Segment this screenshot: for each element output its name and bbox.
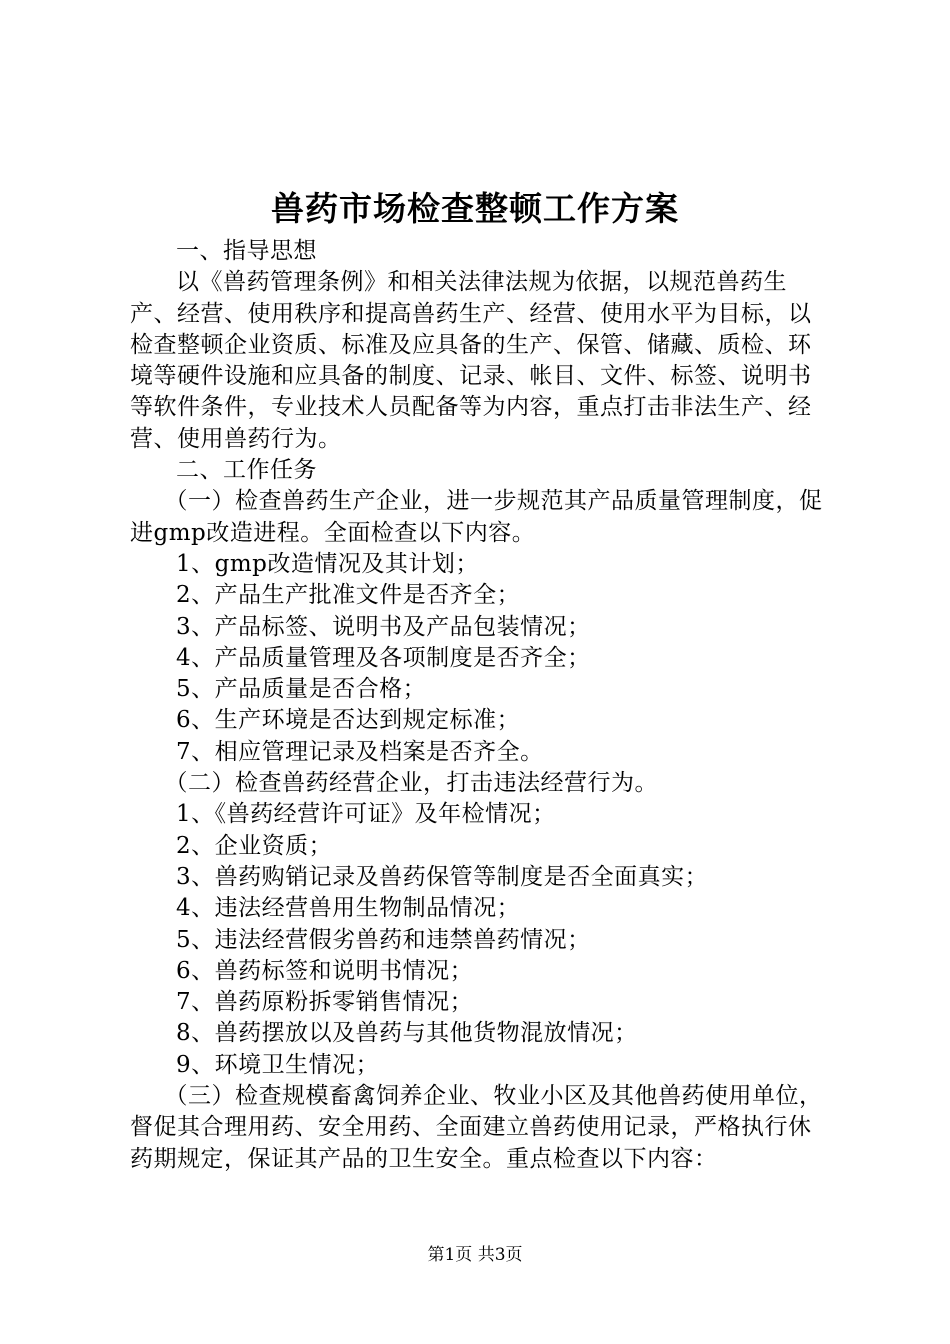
paragraph: （二）检查兽药经营企业，打击违法经营行为。 bbox=[164, 770, 658, 797]
paragraph: （一）检查兽药生产企业，进一步规范其产品质量管理制度，促进gmp改造进程。全面检查以下内容。 bbox=[130, 488, 823, 546]
paragraph: 4、违法经营兽用生物制品情况； bbox=[176, 895, 521, 922]
paragraph: 1、gmp改造情况及其计划； bbox=[176, 550, 479, 577]
paragraph: 5、产品质量是否合格； bbox=[176, 676, 427, 703]
paragraph: 6、生产环境是否达到规定标准； bbox=[176, 707, 521, 734]
paragraph: 7、相应管理记录及档案是否齐全。 bbox=[176, 738, 544, 765]
paragraph: 二、工作任务 bbox=[176, 457, 317, 484]
paragraph: 1、《兽药经营许可证》及年检情况； bbox=[176, 801, 556, 828]
paragraph: 7、兽药原粉拆零销售情况； bbox=[176, 989, 474, 1016]
page-footer: 第1页 共3页 bbox=[427, 1245, 523, 1265]
paragraph: （三）检查规模畜禽饲养企业、牧业小区及其他兽药使用单位，督促其合理用药、安全用药、全面建立兽药使用记录，严格执行休药期规定，保证其产品的卫生安全。重点检查以下内容： bbox=[130, 1083, 823, 1172]
paragraph: 8、兽药摆放以及兽药与其他货物混放情况； bbox=[176, 1020, 638, 1047]
document-body bbox=[130, 236, 830, 1175]
paragraph: 4、产品质量管理及各项制度是否齐全； bbox=[176, 644, 591, 671]
paragraph: 一、指导思想 bbox=[176, 238, 317, 264]
paragraph: 3、产品标签、说明书及产品包装情况； bbox=[176, 613, 591, 640]
paragraph: 2、产品生产批准文件是否齐全； bbox=[176, 582, 521, 609]
paragraph: 5、违法经营假劣兽药和违禁兽药情况； bbox=[176, 926, 591, 953]
paragraph: 3、兽药购销记录及兽药保管等制度是否全面真实； bbox=[176, 863, 709, 890]
document-title: 兽药市场检查整顿工作方案 bbox=[271, 189, 679, 228]
paragraph: 2、企业资质； bbox=[176, 832, 333, 859]
paragraph: 以《兽药管理条例》和相关法律法规为依据，以规范兽药生产、经营、使用秩序和提高兽药生产、经营、使用水平为目标，以检查整顿企业资质、标准及应具备的生产、保管、储藏、质检、环境等硬件设施和应具备的制度、记录、帐目、文件、标签、说明书等软件条件，专业技术人员配备等为内容，重点打击非法生产、经营、使用兽药行为。 bbox=[130, 269, 812, 452]
paragraph: 9、环境卫生情况； bbox=[176, 1051, 380, 1078]
paragraph: 6、兽药标签和说明书情况； bbox=[176, 957, 474, 984]
